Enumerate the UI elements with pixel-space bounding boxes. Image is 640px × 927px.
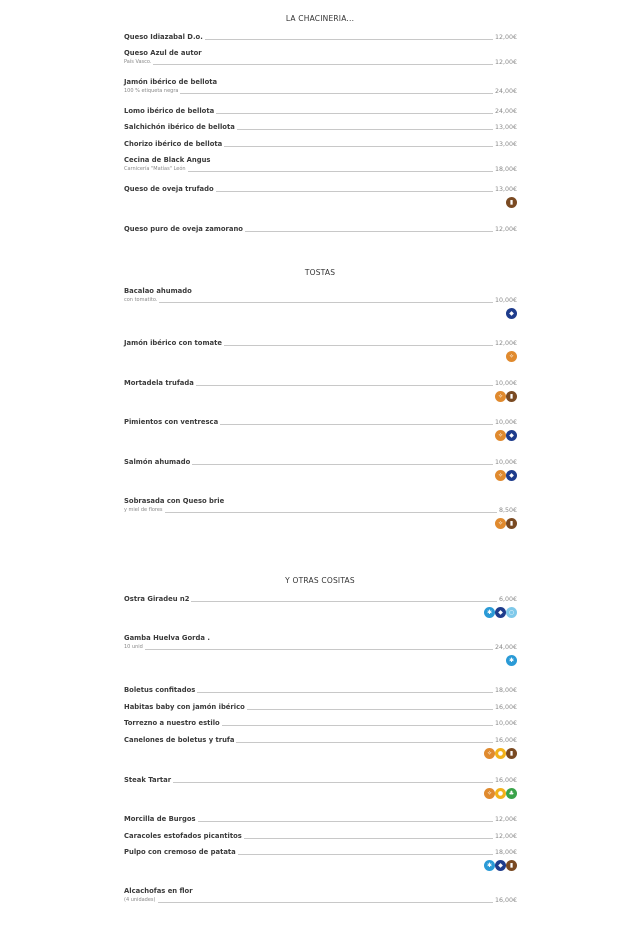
dot-leader (145, 649, 493, 650)
item-name: Cecina de Black Angus (124, 156, 211, 164)
menu-item (124, 107, 517, 116)
item-row (124, 896, 517, 905)
allergen-icons (124, 607, 517, 618)
dot-leader (244, 838, 493, 839)
milk-icon: ▮ (506, 748, 517, 759)
item-row (124, 506, 517, 515)
item-price: 24,00€ (494, 88, 517, 95)
dot-leader (197, 692, 493, 693)
item-row (124, 703, 517, 712)
fish-icon: ◆ (506, 430, 517, 441)
item-name: Queso Idiazabal D.o. (124, 33, 203, 41)
item-name: Steak Tartar (124, 776, 172, 784)
section-title: TOSTAS (304, 268, 336, 277)
item-price: 12,00€ (494, 34, 517, 41)
dot-leader (153, 64, 493, 65)
menu-item (124, 719, 517, 728)
item-description: 100 % etiqueta negra (124, 88, 179, 94)
gluten-icon: ✧ (495, 391, 506, 402)
item-price: 10,00€ (494, 297, 517, 304)
menu-item (124, 418, 517, 441)
item-name: Canelones de boletus y trufa (124, 736, 235, 744)
fish-icon: ◆ (495, 860, 506, 871)
allergen-icons (124, 391, 517, 402)
dot-leader (222, 725, 493, 726)
section-title: LA CHACINERIA... (285, 14, 355, 23)
gluten-icon: ✧ (495, 430, 506, 441)
item-row (124, 107, 517, 116)
mollusc-icon: ○ (506, 607, 517, 618)
menu-item (124, 815, 517, 824)
item-price: 12,00€ (494, 816, 517, 823)
item-name: Pimientos con ventresca (124, 418, 219, 426)
item-price: 16,00€ (494, 704, 517, 711)
item-price: 13,00€ (494, 124, 517, 131)
item-name: Queso puro de oveja zamorano (124, 225, 243, 233)
dot-leader (236, 742, 492, 743)
item-row (124, 185, 517, 194)
dot-leader (245, 231, 493, 232)
dot-leader (216, 191, 493, 192)
menu-item (124, 848, 517, 871)
item-row (124, 686, 517, 695)
allergen-icons (124, 430, 517, 441)
milk-icon: ▮ (506, 197, 517, 208)
allergen-icons (124, 788, 517, 799)
item-name: Lomo ibérico de bellota (124, 107, 215, 115)
item-name: Queso de oveja trufado (124, 185, 214, 193)
item-row (124, 296, 517, 305)
item-row (124, 165, 517, 174)
item-price: 24,00€ (494, 108, 517, 115)
item-name: Chorizo ibérico de bellota (124, 140, 223, 148)
allergen-icons (124, 655, 517, 666)
item-row (124, 379, 517, 388)
item-name: Torrezno a nuestro estilo (124, 719, 220, 727)
item-description: y miel de flores (124, 507, 163, 513)
item-name: Jamón ibérico de bellota (124, 78, 218, 86)
fish-icon: ◆ (506, 308, 517, 319)
menu-item (124, 140, 517, 149)
item-description: con tomatito. (124, 297, 158, 303)
menu-item (124, 287, 517, 319)
item-row (124, 418, 517, 427)
gluten-icon: ✧ (484, 788, 495, 799)
gluten-icon: ✧ (495, 470, 506, 481)
dot-leader (247, 709, 493, 710)
allergen-icons (124, 860, 517, 871)
item-price: 12,00€ (494, 340, 517, 347)
item-price: 13,00€ (494, 186, 517, 193)
allergen-icons (124, 470, 517, 481)
dot-leader (238, 854, 493, 855)
menu-item (124, 225, 517, 234)
dot-leader (180, 93, 492, 94)
item-price: 10,00€ (494, 720, 517, 727)
item-price: 10,00€ (494, 459, 517, 466)
item-row (124, 87, 517, 96)
dot-leader (205, 39, 493, 40)
menu-item (124, 686, 517, 695)
item-name: Boletus confitados (124, 686, 196, 694)
crustacean-icon: ✱ (484, 860, 495, 871)
section-title: Y OTRAS COSITAS (285, 576, 355, 585)
fish-icon: ◆ (495, 607, 506, 618)
item-price: 6,00€ (498, 596, 517, 603)
item-price: 24,00€ (494, 644, 517, 651)
item-name: Queso Azul de autor (124, 49, 202, 57)
menu-item (124, 379, 517, 402)
item-row (124, 33, 517, 42)
dot-leader (188, 171, 493, 172)
allergen-icons (124, 748, 517, 759)
item-price: 18,00€ (494, 687, 517, 694)
menu-item (124, 736, 517, 759)
menu-item (124, 185, 517, 208)
item-name: Bacalao ahumado (124, 287, 192, 295)
item-name: Salmón ahumado (124, 458, 191, 466)
gluten-icon: ✧ (506, 351, 517, 362)
item-row (124, 458, 517, 467)
item-name: Alcachofas en flor (124, 887, 193, 895)
item-row (124, 815, 517, 824)
gluten-icon: ✧ (495, 518, 506, 529)
dot-leader (198, 821, 493, 822)
menu-item (124, 887, 517, 905)
gluten-icon: ✧ (484, 748, 495, 759)
menu-item (124, 458, 517, 481)
dot-leader (159, 302, 493, 303)
item-name: Salchichón ibérico de bellota (124, 123, 235, 131)
item-price: 18,00€ (494, 166, 517, 173)
item-description: (4 unidades) (124, 897, 156, 903)
item-row (124, 776, 517, 785)
milk-icon: ▮ (506, 518, 517, 529)
crustacean-icon: ✱ (484, 607, 495, 618)
menu-item (124, 339, 517, 362)
fish-icon: ◆ (506, 470, 517, 481)
menu-item (124, 33, 517, 42)
menu-item (124, 634, 517, 666)
dot-leader (192, 464, 493, 465)
dot-leader (191, 601, 496, 602)
item-row (124, 595, 517, 604)
menu-item (124, 832, 517, 841)
item-row (124, 832, 517, 841)
item-name: Ostra Giradeu n2 (124, 595, 190, 603)
item-description: Carnicería "Matías" León (124, 166, 186, 172)
dot-leader (165, 512, 497, 513)
menu-item (124, 703, 517, 712)
item-row (124, 643, 517, 652)
item-price: 16,00€ (494, 737, 517, 744)
item-price: 18,00€ (494, 849, 517, 856)
item-name: Jamón ibérico con tomate (124, 339, 222, 347)
allergen-icons (124, 351, 517, 362)
item-name: Mortadela trufada (124, 379, 194, 387)
item-name: Habitas baby con jamón ibérico (124, 703, 245, 711)
item-name: Gamba Huelva Gorda . (124, 634, 210, 642)
menu-item (124, 156, 517, 174)
item-price: 8,50€ (498, 507, 517, 514)
item-price: 10,00€ (494, 419, 517, 426)
crustacean-icon: ✱ (506, 655, 517, 666)
item-row (124, 339, 517, 348)
menu-item (124, 49, 517, 67)
item-row (124, 736, 517, 745)
item-description: 10 unid (124, 644, 143, 650)
menu-item (124, 123, 517, 132)
item-price: 16,00€ (494, 897, 517, 904)
item-price: 12,00€ (494, 226, 517, 233)
item-row (124, 58, 517, 67)
item-row (124, 225, 517, 234)
item-name: Pulpo con cremoso de patata (124, 848, 236, 856)
egg-icon: ● (495, 748, 506, 759)
item-row (124, 719, 517, 728)
allergen-icons (124, 197, 517, 208)
item-name: Sobrasada con Queso brie (124, 497, 225, 505)
item-price: 13,00€ (494, 141, 517, 148)
item-price: 16,00€ (494, 777, 517, 784)
dot-leader (224, 345, 493, 346)
item-description: País Vasco. (124, 59, 152, 65)
item-name: Caracoles estofados picantitos (124, 832, 242, 840)
dot-leader (158, 902, 493, 903)
dot-leader (237, 129, 493, 130)
item-row (124, 848, 517, 857)
allergen-icons (124, 518, 517, 529)
dot-leader (173, 782, 493, 783)
dot-leader (216, 113, 493, 114)
item-name: Morcilla de Burgos (124, 815, 196, 823)
dot-leader (220, 424, 493, 425)
item-price: 10,00€ (494, 380, 517, 387)
celery-icon: ♣ (506, 788, 517, 799)
allergen-icons (124, 308, 517, 319)
menu-item (124, 776, 517, 799)
item-price: 12,00€ (494, 59, 517, 66)
item-row (124, 123, 517, 132)
egg-icon: ● (495, 788, 506, 799)
milk-icon: ▮ (506, 391, 517, 402)
item-price: 12,00€ (494, 833, 517, 840)
menu-item (124, 78, 517, 96)
item-row (124, 140, 517, 149)
menu-item (124, 497, 517, 529)
dot-leader (224, 146, 493, 147)
dot-leader (196, 385, 493, 386)
milk-icon: ▮ (506, 860, 517, 871)
menu-item (124, 595, 517, 618)
